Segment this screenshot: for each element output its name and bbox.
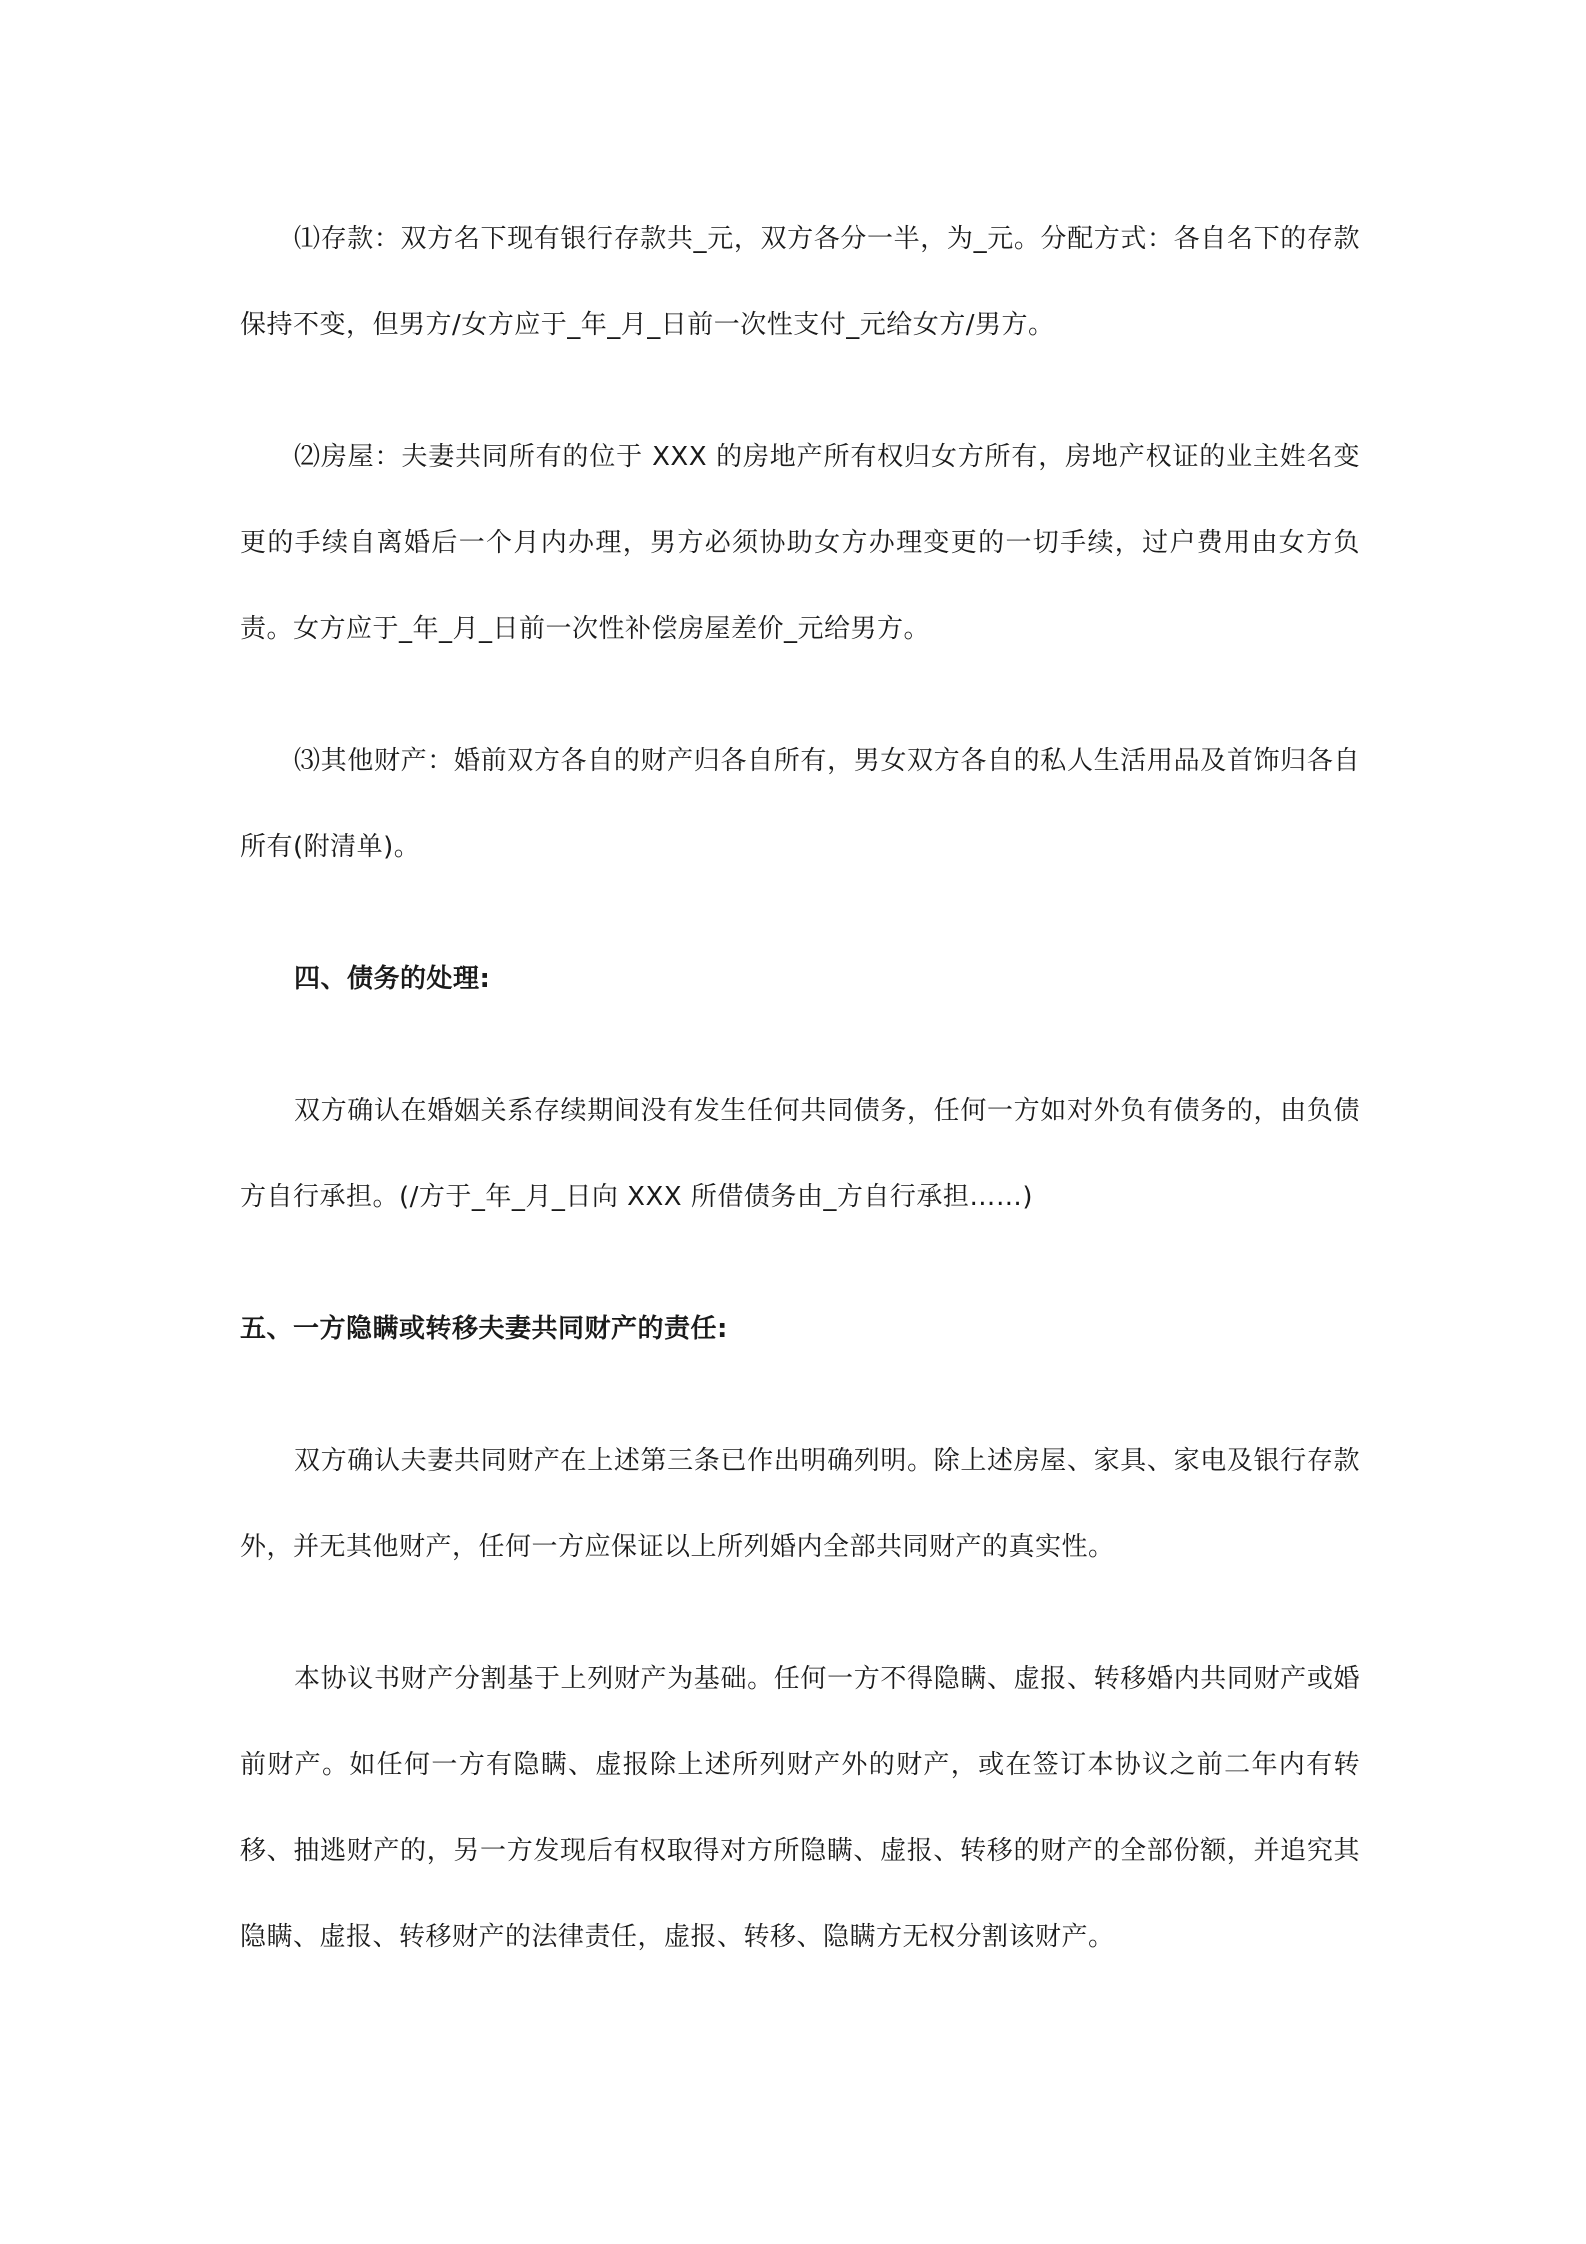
paragraph-basis: 本协议书财产分割基于上列财产为基础。任何一方不得隐瞒、虚报、转移婚内共同财产或婚前财产。如任何一方有隐瞒、虚报除上述所列财产外的财产，或在签订本协议之前二年内有转移、抽逃财产的，另一方发现后有权取得对方所隐瞒、虚报、转移的财产的全部份额，并追究其隐瞒、虚报、转移财产的法律责任，虚报、转移、隐瞒方无权分割该财产。	[240, 1664, 1360, 1952]
paragraph-confirm: 双方确认夫妻共同财产在上述第三条已作出明确列明。除上述房屋、家具、家电及银行存款外，并无其他财产，任何一方应保证以上所列婚内全部共同财产的真实性。	[240, 1446, 1360, 1562]
section-heading-concealment: 五、一方隐瞒或转移夫妻共同财产的责任:	[240, 1314, 728, 1344]
document-body	[240, 196, 1360, 2026]
paragraph-debt: 双方确认在婚姻关系存续期间没有发生任何共同债务，任何一方如对外负有债务的，由负债方自行承担。(/方于_年_月_日向 XXX 所借债务由_方自行承担……)	[240, 1096, 1360, 1212]
paragraph-other-property: ⑶其他财产：婚前双方各自的财产归各自所有，男女双方各自的私人生活用品及首饰归各自所有(附清单)。	[240, 746, 1360, 862]
paragraph-house: ⑵房屋：夫妻共同所有的位于 XXX 的房地产所有权归女方所有，房地产权证的业主姓名变更的手续自离婚后一个月内办理，男方必须协助女方办理变更的一切手续，过户费用由女方负责。女方应于_年_月_日前一次性补偿房屋差价_元给男方。	[240, 442, 1360, 644]
paragraph-deposit: ⑴存款：双方名下现有银行存款共_元，双方各分一半，为_元。分配方式：各自名下的存款保持不变，但男方/女方应于_年_月_日前一次性支付_元给女方/男方。	[240, 224, 1360, 340]
section-heading-debt: 四、债务的处理:	[294, 964, 491, 994]
